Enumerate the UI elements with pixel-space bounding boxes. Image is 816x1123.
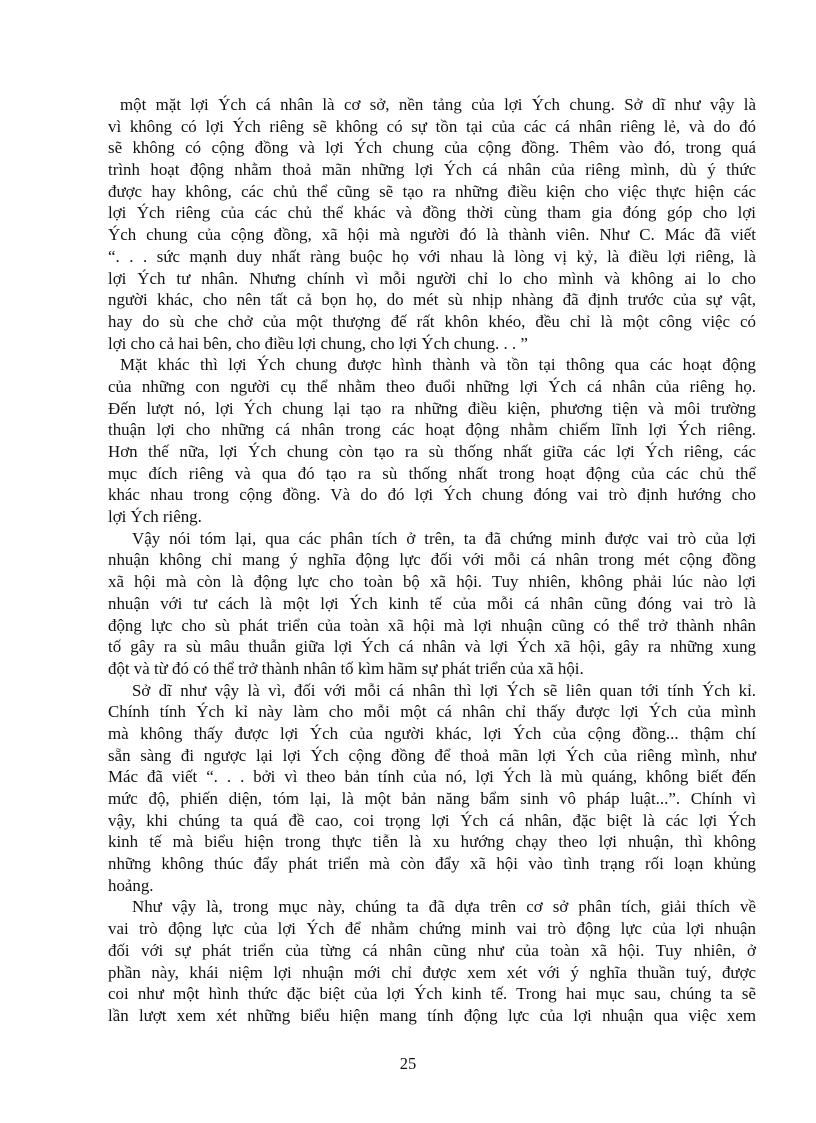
text-line: vậy, khi chúng ta quá đề cao, coi trọng lợi Ých cá nhân, đặc biệt là các lợi Ých bbox=[108, 810, 756, 830]
text-line: Như vậy là, trong mục này, chúng ta đã dựa trên cơ sở phân tích, giải thích về bbox=[132, 897, 756, 917]
text-line: vai trò động lực của lợi Ých để nhằm chứng minh vai trò động lực của lợi nhuận bbox=[108, 919, 756, 939]
text-line: Đến lượt nó, lợi Ých chung lại tạo ra những điều kiện, phương tiện và môi trường bbox=[108, 398, 756, 418]
text-line: sẵn sàng đi ngược lại lợi Ých cộng đồng để thoả mãn lợi Ých của riêng mình, như bbox=[108, 745, 756, 765]
text-line: mà không thấy được lợi Ých của người khác, lợi Ých của cộng đồng... thậm chí bbox=[108, 723, 756, 743]
text-line: hoảng. bbox=[108, 875, 154, 895]
text-line: mức độ, phiến diện, tóm lại, là một bản năng bẩm sinh vô pháp luật...”. Chính vì bbox=[108, 789, 756, 808]
text-line: khác nhau trong cộng đồng. Và do đó lợi Ých chung đóng vai trò định hướng cho bbox=[108, 485, 756, 505]
text-line: những không thúc đẩy phát triển mà còn đẩy xã hội vào tình trạng rối loạn khủng bbox=[108, 854, 756, 874]
text-line: lợi Ých riêng của các chủ thể khác và đồng thời cùng tham gia đóng góp cho lợi bbox=[108, 203, 756, 223]
paragraph bbox=[108, 94, 756, 354]
text-line: trình hoạt động nhằm thoả mãn những lợi Ých cá nhân của riêng mình, dù ý thức bbox=[108, 160, 756, 180]
text-line: hay do sù che chở của một thượng đế rất khôn khéo, đều chỉ là một công việc có bbox=[108, 311, 756, 331]
text-line: nhuận không chỉ mang ý nghĩa động lực đối với mỗi cá nhân trong mét cộng đồng bbox=[108, 550, 756, 570]
text-line: được hay không, các chủ thể cũng sẽ tạo ra những điều kiện cho việc thực hiện các bbox=[108, 181, 756, 201]
paragraph bbox=[108, 680, 756, 897]
body-text bbox=[108, 94, 756, 1027]
text-line: Mặt khác thì lợi Ých chung được hình thành và tồn tại thông qua các hoạt động bbox=[120, 355, 756, 375]
text-line: phần này, khái niệm lợi nhuận mới chỉ được xem xét với ý nghĩa thuần tuý, được bbox=[108, 962, 756, 982]
paragraph bbox=[108, 354, 756, 528]
text-line: Vậy nói tóm lại, qua các phân tích ở trên, ta đã chứng minh được vai trò của lợi bbox=[132, 528, 756, 548]
text-line: vì không có lợi Ých riêng sẽ không có sự tồn tại của các cá nhân riêng lẻ, và do đó bbox=[108, 116, 756, 136]
text-line: tố gây ra sù mâu thuẫn giữa lợi Ých cá nhân và lợi Ých xã hội, gây ra những xung bbox=[108, 637, 756, 657]
text-line: lợi Ých riêng. bbox=[108, 507, 202, 527]
text-line: của những con người cụ thể nhằm theo đuổi những lợi Ých cá nhân của riêng họ. bbox=[108, 376, 756, 396]
page-number: 25 bbox=[399, 1054, 417, 1073]
text-line: lần lượt xem xét những biểu hiện mang tính động lực của lợi nhuận qua việc xem bbox=[108, 1005, 756, 1025]
text-line: Chính tính Ých kỉ này làm cho mỗi một cá nhân chỉ thấy được lợi Ých của mình bbox=[108, 702, 756, 722]
text-line: thuận lợi cho những cá nhân trong các hoạt động nhằm chiếm lĩnh lợi Ých riêng. bbox=[108, 420, 756, 440]
text-line: sẽ không có cộng đồng và lợi Ých chung của cộng đồng. Thêm vào đó, trong quá bbox=[108, 138, 756, 158]
text-line: Ých chung của cộng đồng, xã hội mà người đó là thành viên. Như C. Mác đã viết bbox=[108, 225, 756, 245]
text-line: đối với sự phát triển của từng cá nhân cũng như của toàn xã hội. Tuy nhiên, ở bbox=[108, 940, 756, 960]
text-line: người khác, cho nên tất cả bọn họ, do mét sù nhịp nhàng đã định trước của sự vật, bbox=[108, 290, 756, 310]
text-line: lợi cho cả hai bên, cho điều lợi chung, cho lợi Ých chung. . . ” bbox=[108, 333, 528, 353]
text-line: động lực cho sù phát triển của toàn xã hội mà lợi nhuận cũng có thể trở thành nhân bbox=[108, 615, 756, 635]
text-line: Hơn thế nữa, lợi Ých chung còn tạo ra sù thống nhất giữa các lợi Ých riêng, các bbox=[108, 442, 756, 461]
text-line: một mặt lợi Ých cá nhân là cơ sở, nền tảng của lợi Ých chung. Sở dĩ như vậy là bbox=[120, 95, 756, 114]
text-line: Mác đã viết “. . . bởi vì theo bản tính của nó, lợi Ých là mù quáng, không biết đến bbox=[108, 767, 756, 787]
text-line: đột và từ đó có thể trở thành nhân tố kìm hãm sự phát triển của xã hội. bbox=[108, 658, 584, 678]
text-line: Sở dĩ như vậy là vì, đối với mỗi cá nhân thì lợi Ých sẽ liên quan tới tính Ých kỉ. bbox=[132, 680, 756, 700]
text-line: lợi Ých tư nhân. Nhưng chính vì mỗi người chỉ lo cho mình và không ai lo cho bbox=[108, 268, 756, 288]
text-line: “. . . sức mạnh duy nhất ràng buộc họ với nhau là lòng vị kỷ, là điều lợi riêng, là bbox=[108, 246, 756, 266]
text-line: coi như một hình thức đặc biệt của lợi Ých kinh tế. Trong hai mục sau, chúng ta sẽ bbox=[108, 984, 756, 1004]
text-line: nhuận với tư cách là một lợi Ých kinh tế của mỗi cá nhân cũng đóng vai trò là bbox=[108, 593, 756, 613]
text-line: kinh tế mà biểu hiện trong thực tiễn là xu hướng chạy theo lợi nhuận, thì không bbox=[108, 832, 756, 852]
text-line: mục đích riêng và qua đó tạo ra sù thống nhất trong hoạt động của các chủ thể bbox=[108, 463, 756, 483]
paragraph bbox=[108, 896, 756, 1026]
text-line: xã hội mà còn là động lực cho toàn bộ xã hội. Tuy nhiên, không phải lúc nào lợi bbox=[108, 572, 756, 592]
paragraph bbox=[108, 528, 756, 680]
